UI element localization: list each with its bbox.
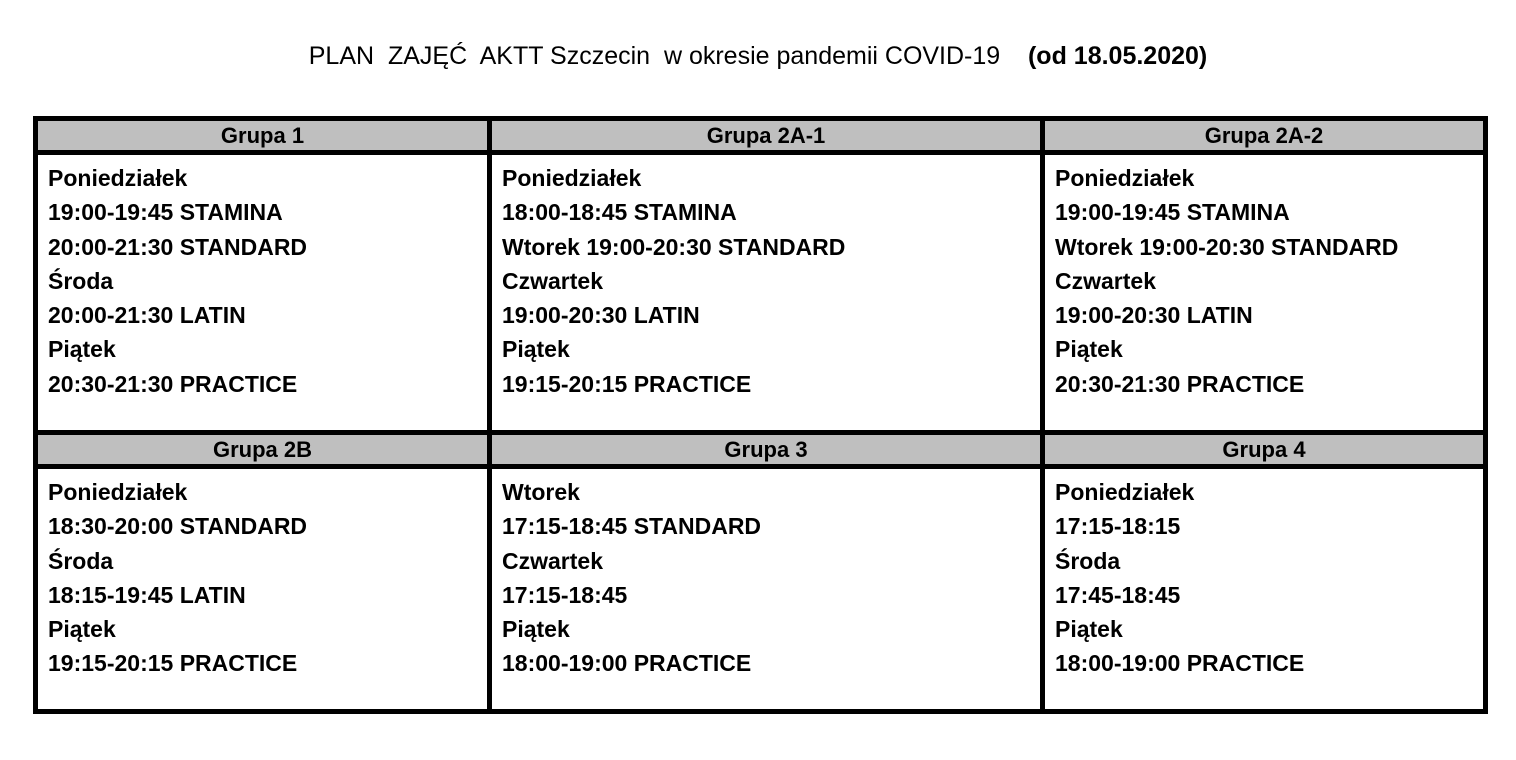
body-row-top: [36, 153, 1486, 433]
group-schedule-3: [490, 467, 1043, 712]
schedule-line: Czwartek: [1055, 267, 1156, 294]
group-header-3: Grupa 3: [490, 433, 1043, 467]
group-schedule-1: [36, 153, 490, 433]
group-schedule-2a-1: [490, 153, 1043, 433]
group-schedule-4: [1043, 467, 1486, 712]
schedule-line: Poniedziałek: [502, 165, 642, 191]
schedule-line: Piątek: [1055, 336, 1123, 363]
schedule-line: Środa: [48, 267, 114, 294]
schedule-line: 18:00-19:00 PRACTICE: [502, 650, 752, 677]
title-date: (od 18.05.2020): [1027, 42, 1208, 70]
group-header-2b: Grupa 2B: [36, 433, 490, 467]
schedule-line: Środa: [1055, 547, 1121, 574]
schedule-line: 20:30-21:30 PRACTICE: [48, 370, 298, 397]
title-main: PLAN ZAJĘĆ AKTT Szczecin w okresie pandemii COVID-19: [308, 42, 1028, 70]
page-title: [0, 36, 1516, 76]
schedule-line: 19:00-20:30 LATIN: [1055, 302, 1253, 329]
schedule-line: Poniedziałek: [1055, 479, 1195, 505]
schedule-line: 17:45-18:45: [1055, 581, 1181, 608]
schedule-line: 18:15-19:45 LATIN: [48, 581, 246, 608]
schedule-line: Czwartek: [502, 547, 603, 574]
schedule-line: Piątek: [48, 336, 116, 363]
schedule-line: Wtorek 19:00-20:30 STANDARD: [1055, 233, 1399, 260]
schedule-line: 18:30-20:00 STANDARD: [48, 513, 308, 540]
schedule-table: [33, 116, 1488, 714]
schedule-line: 19:00-19:45 STAMINA: [48, 199, 283, 226]
schedule-line: Piątek: [502, 616, 570, 643]
body-row-bottom: [36, 467, 1486, 712]
schedule-line: 20:30-21:30 PRACTICE: [1055, 370, 1305, 397]
schedule-line: Poniedziałek: [48, 165, 188, 191]
header-row-bottom: [36, 433, 1486, 467]
schedule-line: 20:00-21:30 LATIN: [48, 302, 246, 329]
schedule-line: Piątek: [1055, 616, 1123, 643]
schedule-line: Poniedziałek: [1055, 165, 1195, 191]
schedule-line: Czwartek: [502, 267, 603, 294]
schedule-line: Piątek: [48, 616, 116, 643]
schedule-line: 17:15-18:15: [1055, 513, 1181, 540]
group-header-4: Grupa 4: [1043, 433, 1486, 467]
header-row-top: [36, 119, 1486, 153]
schedule-line: 18:00-19:00 PRACTICE: [1055, 650, 1305, 677]
schedule-line: Wtorek: [502, 479, 580, 505]
schedule-line: 18:00-18:45 STAMINA: [502, 199, 737, 226]
group-schedule-2b: [36, 467, 490, 712]
schedule-line: Wtorek 19:00-20:30 STANDARD: [502, 233, 846, 260]
group-header-2a-2: Grupa 2A-2: [1043, 119, 1486, 153]
schedule-line: 19:00-20:30 LATIN: [502, 302, 700, 329]
group-header-1: Grupa 1: [36, 119, 490, 153]
schedule-line: 20:00-21:30 STANDARD: [48, 233, 308, 260]
schedule-line: 19:00-19:45 STAMINA: [1055, 199, 1290, 226]
schedule-line: Piątek: [502, 336, 570, 363]
schedule-line: 19:15-20:15 PRACTICE: [48, 650, 298, 677]
schedule-line: Poniedziałek: [48, 479, 188, 505]
group-header-2a-1: Grupa 2A-1: [490, 119, 1043, 153]
group-schedule-2a-2: [1043, 153, 1486, 433]
schedule-line: 19:15-20:15 PRACTICE: [502, 370, 752, 397]
schedule-line: 17:15-18:45 STANDARD: [502, 513, 762, 540]
schedule-line: Środa: [48, 547, 114, 574]
schedule-line: 17:15-18:45: [502, 581, 628, 608]
